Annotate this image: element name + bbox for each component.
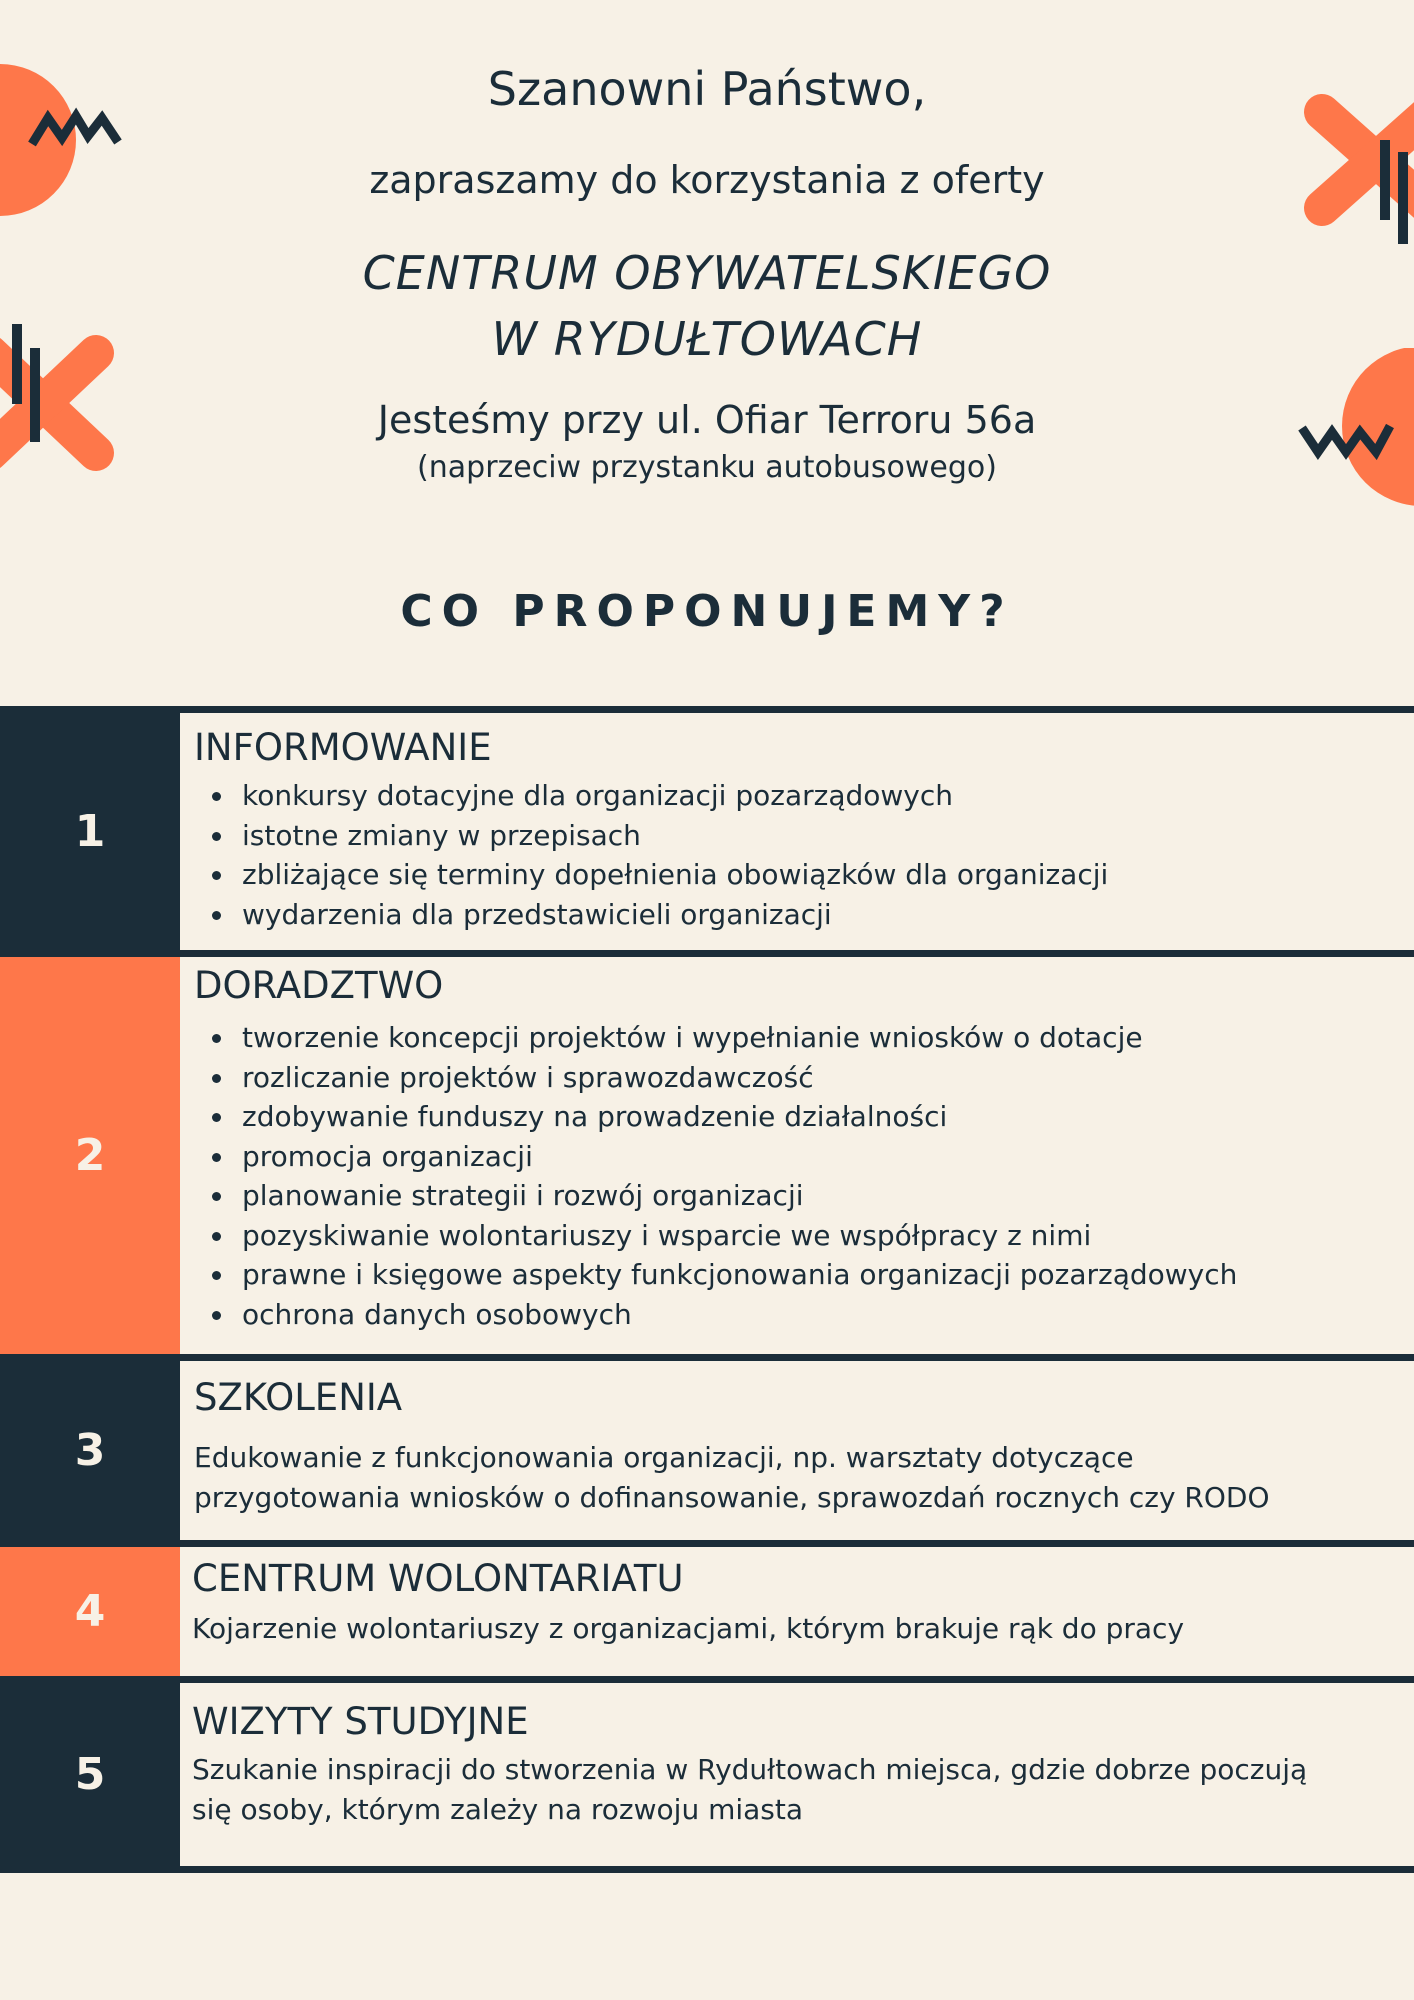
bullet-text: istotne zmiany w przepisach (242, 818, 641, 852)
center-name (0, 240, 1414, 372)
offer-title: CENTRUM WOLONTARIATU (192, 1557, 684, 1600)
list-item (194, 1137, 1394, 1177)
center-name-line2: W RYDUŁTOWACH (491, 312, 923, 366)
bullet-text: rozliczanie projektów i sprawozdawczość (242, 1060, 814, 1094)
center-name-line1: CENTRUM OBYWATELSKIEGO (362, 246, 1052, 300)
bullet-icon (212, 792, 221, 801)
offer-title: SZKOLENIA (194, 1376, 403, 1419)
bullet-icon (212, 1153, 221, 1162)
bullet-icon (212, 1192, 221, 1201)
list-item (194, 1058, 1394, 1098)
offer-title: INFORMOWANIE (194, 726, 492, 769)
divider (0, 1540, 1414, 1547)
invitation-text: zapraszamy do korzystania z oferty (369, 158, 1045, 202)
offer-bullet-list (194, 776, 1394, 934)
list-item (194, 816, 1394, 856)
list-item (194, 1018, 1394, 1058)
offer-title: WIZYTY STUDYJNE (192, 1700, 529, 1743)
bullet-text: tworzenie koncepcji projektów i wypełnianie wniosków o dotacje (242, 1021, 1143, 1054)
bullet-icon (212, 1311, 221, 1320)
bullet-text: zdobywanie funduszy na prowadzenie działalności (242, 1100, 948, 1133)
bullet-text: pozyskiwanie wolontariuszy i wsparcie we współpracy z nimi (242, 1218, 1092, 1252)
list-item (194, 1176, 1394, 1216)
divider (0, 1866, 1414, 1873)
offer-title: DORADZTWO (194, 964, 444, 1007)
list-item (194, 776, 1394, 816)
list-item (194, 895, 1394, 935)
bullet-icon (212, 832, 221, 841)
bullet-icon (212, 1113, 221, 1122)
bullet-icon (212, 911, 221, 920)
divider (0, 1354, 1414, 1361)
bullet-text: promocja organizacji (242, 1139, 533, 1173)
bullet-icon (212, 871, 221, 880)
offer-description-line: przygotowania wniosków o dofinansowanie, sprawozdań rocznych czy RODO (194, 1481, 1270, 1514)
list-item (194, 855, 1394, 895)
bullet-icon (212, 1074, 221, 1083)
bullet-text: prawne i księgowe aspekty funkcjonowania organizacji pozarządowych (242, 1258, 1238, 1291)
divider (0, 706, 1414, 713)
section-title: CO PROPONUJEMY? (400, 586, 1014, 637)
list-item (194, 1216, 1394, 1256)
offer-number: 4 (0, 1547, 180, 1676)
offer-number: 3 (0, 1361, 180, 1540)
offer-bullet-list (194, 1018, 1394, 1334)
bullet-icon (212, 1232, 221, 1241)
bullet-icon (212, 1034, 221, 1043)
offer-number: 2 (0, 957, 180, 1354)
list-item (194, 1255, 1394, 1295)
bullet-text: planowanie strategii i rozwój organizacji (242, 1179, 804, 1212)
offer-description-line: się osoby, którym zależy na rozwoju miasta (192, 1793, 804, 1826)
bullet-text: zbliżające się terminy dopełnienia obowiązków dla organizacji (242, 858, 1109, 891)
offer-number: 5 (0, 1683, 180, 1866)
offer-description-line: Szukanie inspiracji do stworzenia w Rydułtowach miejsca, gdzie dobrze poczują (192, 1753, 1308, 1786)
list-item (194, 1097, 1394, 1137)
address-note: (naprzeciw przystanku autobusowego) (417, 450, 997, 485)
divider (0, 1676, 1414, 1683)
address: Jesteśmy przy ul. Ofiar Terroru 56a (377, 398, 1037, 442)
offer-number: 1 (0, 713, 180, 950)
offer-description-line: Kojarzenie wolontariuszy z organizacjami, którym brakuje rąk do pracy (192, 1612, 1185, 1645)
bullet-icon (212, 1271, 221, 1280)
bullet-text: konkursy dotacyjne dla organizacji pozarządowych (242, 779, 953, 812)
greeting: Szanowni Państwo, (487, 62, 927, 116)
divider (0, 950, 1414, 957)
offer-description-line: Edukowanie z funkcjonowania organizacji, np. warsztaty dotyczące (194, 1441, 1134, 1474)
list-item (194, 1295, 1394, 1335)
bullet-text: ochrona danych osobowych (242, 1297, 632, 1331)
bullet-text: wydarzenia dla przedstawicieli organizacji (242, 897, 832, 931)
